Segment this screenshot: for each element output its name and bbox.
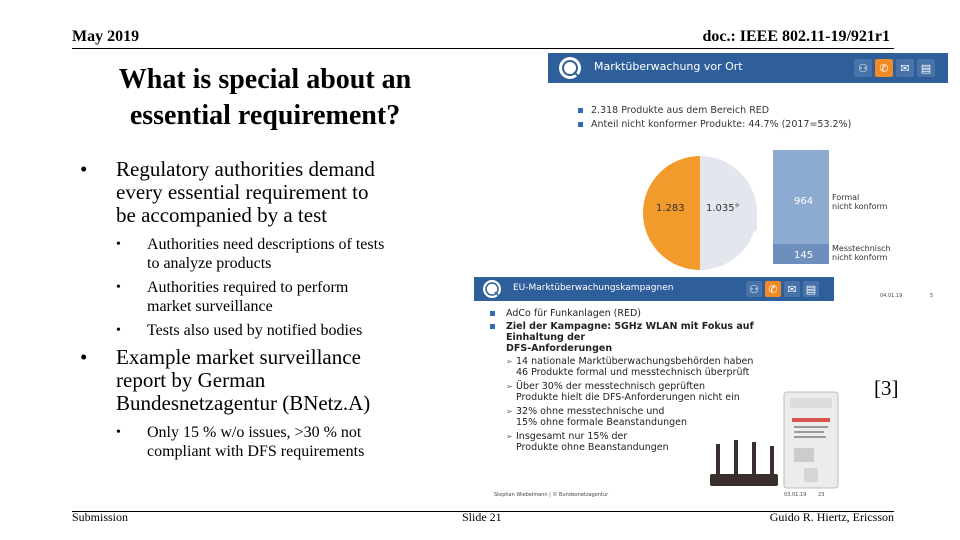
bullet-line: Bundesnetzagentur (BNetz.A) xyxy=(116,391,371,415)
arrow-bullet-icon: ➢ xyxy=(506,357,513,366)
bullet-list xyxy=(80,158,460,461)
reference-marker: [3] xyxy=(874,376,899,400)
arrow-bullet-icon: ➢ xyxy=(506,407,513,416)
chart-legend-technical: Messtechnisch nicht konform xyxy=(832,244,891,262)
book-icon: ▤ xyxy=(917,59,935,77)
bullet-line: every essential requirement to xyxy=(116,180,369,204)
embedded-sub-bullet: ➢ 14 nationale Marktüberwachungsbehörden haben 46 Produkte formal und messtechnisch überprüft xyxy=(506,356,754,378)
sub-bullet-line: market surveillance xyxy=(147,298,273,315)
embedded-bullet: AdCo für Funkanlagen (RED) xyxy=(488,308,788,319)
embedded-slide-page: 23 xyxy=(818,492,825,498)
footer-author: Guido R. Hiertz, Ericsson xyxy=(769,510,894,524)
bullet-dot: • xyxy=(80,345,88,369)
bullet-line: report by German xyxy=(116,368,266,392)
square-bullet-icon xyxy=(490,324,495,329)
access-point-device-image xyxy=(780,390,842,490)
embedded-slide-page: 5 xyxy=(930,293,934,299)
bullet-dot: • xyxy=(80,157,88,181)
network-icon: ⚇ xyxy=(746,281,762,297)
mail-icon: ✉ xyxy=(784,281,800,297)
book-icon: ▤ xyxy=(803,281,819,297)
bnetza-logo-icon xyxy=(556,55,584,81)
chart-label-orange: 1.283 xyxy=(656,203,685,214)
bullet-example-report xyxy=(80,346,460,415)
sub-bullet-dot: • xyxy=(116,237,121,252)
embedded-slide-bullets xyxy=(488,308,788,456)
embedded-slide-date: 03.01.19 xyxy=(784,492,807,498)
bnetza-logo-icon xyxy=(480,278,504,300)
header-date: May 2019 xyxy=(72,28,140,45)
embedded-slide-icon-row xyxy=(854,59,935,77)
footer-submission: Submission xyxy=(72,510,129,524)
chart-label-light: 1.035° xyxy=(706,203,740,214)
chart-bar-value-technical: 145 xyxy=(794,250,814,261)
embedded-slide-title: EU-Marktüberwachungskampagnen xyxy=(513,283,674,293)
embedded-slide-bullets xyxy=(578,104,851,132)
sub-bullet-line: Tests also used by notified bodies xyxy=(147,322,363,339)
sub-bullet-market-surveillance xyxy=(80,278,460,316)
phone-icon: ✆ xyxy=(875,59,893,77)
embedded-bullet: 2.318 Produkte aus dem Bereich RED xyxy=(578,104,851,118)
header-divider xyxy=(72,48,894,49)
footer-slide-number: Slide 21 xyxy=(462,510,502,524)
embedded-slide-author: Stephan Wiebelmann | © Bundesnetzagentur xyxy=(494,492,609,498)
network-icon: ⚇ xyxy=(854,59,872,77)
chart-bar-value-formal: 964 xyxy=(794,196,814,207)
header-doc-id: doc.: IEEE 802.11-19/921r1 xyxy=(702,28,890,45)
sub-bullet-line: to analyze products xyxy=(147,255,272,272)
sub-bullet-line: compliant with DFS requirements xyxy=(147,443,365,460)
arrow-bullet-icon: ➢ xyxy=(506,432,513,441)
square-bullet-icon xyxy=(490,311,495,316)
bullet-line: Example market surveillance xyxy=(116,345,361,369)
bullet-regulatory xyxy=(80,158,460,227)
square-bullet-icon xyxy=(578,108,583,113)
phone-icon: ✆ xyxy=(765,281,781,297)
embedded-sub-bullet: ➢ Insgesamt nur 15% der Produkte ohne Beanstandungen xyxy=(506,431,669,453)
wlan-router-image xyxy=(708,440,780,492)
embedded-bullet: Ziel der Kampagne: 5GHz WLAN mit Fokus auf Einhaltung der DFS-Anforderungen xyxy=(488,321,788,354)
slide-title-line-2: essential requirement? xyxy=(129,100,401,131)
embedded-slide-date: 04.01.19 xyxy=(880,293,903,299)
chart-legend-formal: Formal nicht konform xyxy=(832,193,888,211)
bullet-line: Regulatory authorities demand xyxy=(116,157,375,181)
embedded-sub-bullet: ➢ 32% ohne messtechnische und 15% ohne formale Beanstandungen xyxy=(506,406,688,428)
sub-bullet-notified-bodies xyxy=(80,321,460,340)
sub-bullet-descriptions xyxy=(80,235,460,273)
sub-bullet-dot: • xyxy=(116,323,121,338)
bullet-line: be accompanied by a test xyxy=(116,203,328,227)
square-bullet-icon xyxy=(578,122,583,127)
sub-bullet-dot: • xyxy=(116,280,121,295)
arrow-bullet-icon: ➢ xyxy=(506,382,513,391)
sub-bullet-dfs-compliance xyxy=(80,423,460,461)
slide-title-line-1: What is special about an xyxy=(118,64,412,95)
sub-bullet-dot: • xyxy=(116,425,121,440)
embedded-bullet: Anteil nicht konformer Produkte: 44.7% (2017=53.2%) xyxy=(578,118,851,132)
mail-icon: ✉ xyxy=(896,59,914,77)
embedded-slide-icon-row xyxy=(746,281,819,297)
sub-bullet-line: Only 15 % w/o issues, >30 % not xyxy=(147,424,362,441)
sub-bullet-line: Authorities required to perform xyxy=(147,279,349,296)
sub-bullet-line: Authorities need descriptions of tests xyxy=(147,236,385,253)
slide-title xyxy=(70,62,460,134)
embedded-slide-title: Marktüberwachung vor Ort xyxy=(594,60,743,73)
embedded-sub-bullet: ➢ Über 30% der messtechnisch geprüften Produkte hielt die DFS-Anforderungen nicht ein xyxy=(506,381,740,403)
